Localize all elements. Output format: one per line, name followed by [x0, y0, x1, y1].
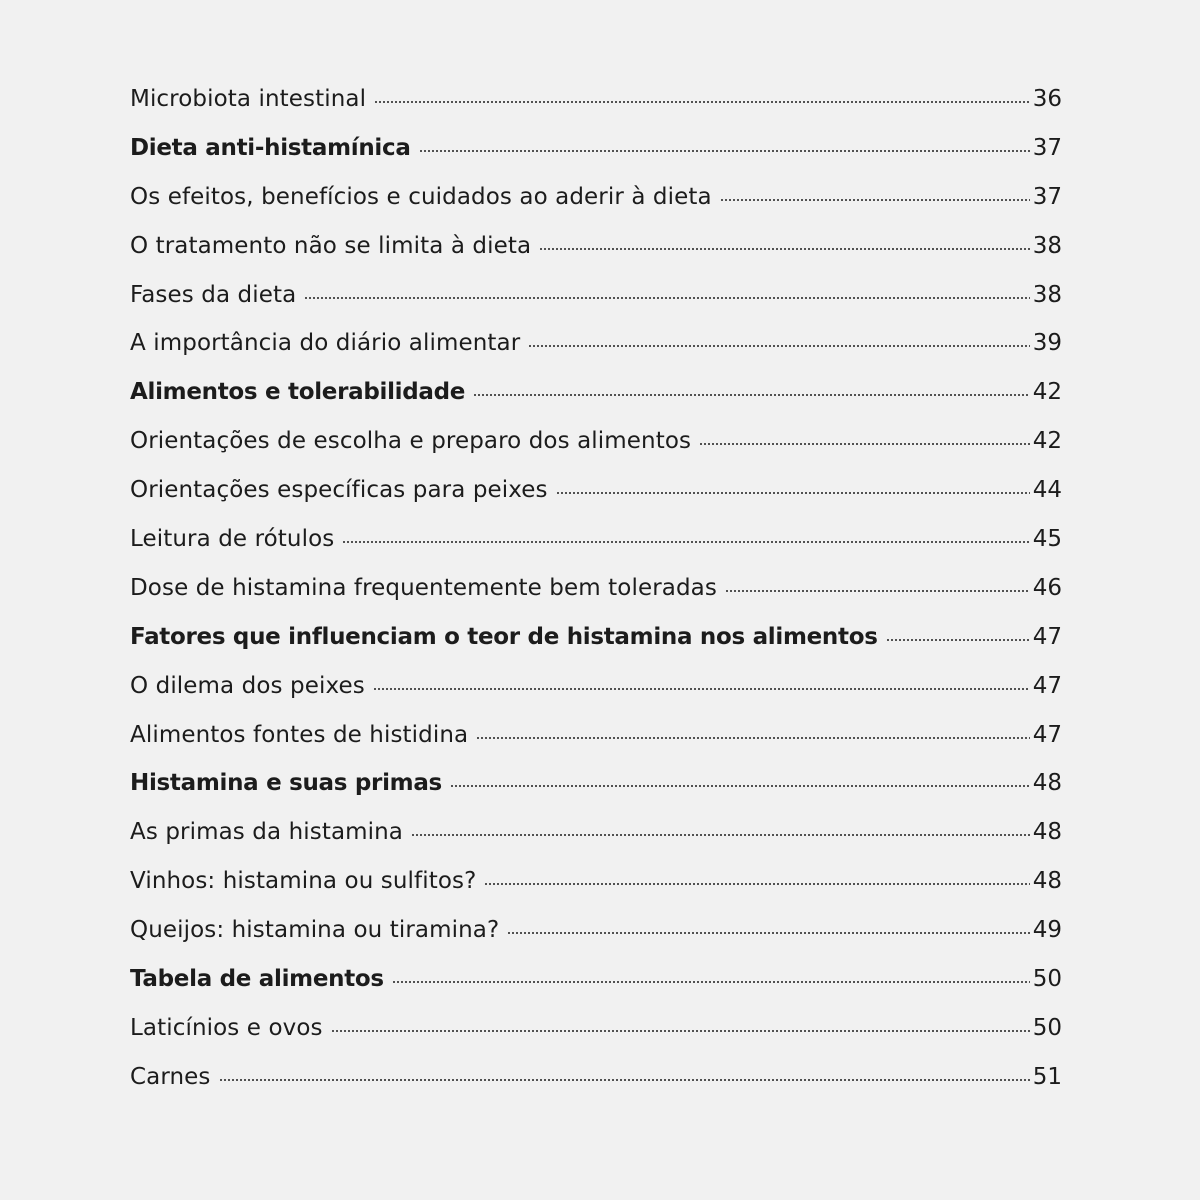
toc-entry-page: 39: [1032, 330, 1062, 357]
dot-leader: [556, 490, 1030, 496]
toc-entry-page: 38: [1032, 281, 1062, 308]
toc-entry-page: 45: [1032, 526, 1062, 553]
toc-entry: [130, 673, 1062, 722]
toc-entry-title: Histamina e suas primas: [130, 770, 442, 797]
dot-leader: [539, 246, 1030, 252]
dot-leader: [528, 343, 1030, 349]
toc-entry-page: 47: [1032, 721, 1062, 748]
toc-entry-page: 38: [1032, 232, 1062, 259]
toc-entry: [130, 526, 1062, 575]
toc-entry: [130, 477, 1062, 526]
toc-entry: [130, 575, 1062, 624]
toc-entry-page: 37: [1032, 134, 1062, 161]
toc-entry-page: 49: [1032, 917, 1062, 944]
dot-leader: [476, 735, 1030, 741]
toc-entry: [130, 868, 1062, 917]
toc-entry: [130, 428, 1062, 477]
toc-entry-page: 44: [1032, 477, 1062, 504]
toc-entry-title: Tabela de alimentos: [130, 966, 384, 993]
toc-entry: [130, 770, 1062, 819]
toc-entry-title: Queijos: histamina ou tiramina?: [130, 917, 500, 944]
toc-entry-page: 51: [1032, 1063, 1062, 1090]
toc-entry-page: 48: [1032, 819, 1062, 846]
toc-entry-page: 50: [1032, 1014, 1062, 1041]
dot-leader: [886, 637, 1030, 643]
dot-leader: [219, 1077, 1030, 1083]
dot-leader: [373, 686, 1030, 692]
toc-entry-title: Vinhos: histamina ou sulfitos?: [130, 868, 477, 895]
toc-entry-title: Dieta anti-histamínica: [130, 134, 411, 161]
toc-entry: [130, 966, 1062, 1015]
dot-leader: [725, 588, 1030, 594]
toc-entry: [130, 819, 1062, 868]
toc-entry-title: Carnes: [130, 1063, 211, 1090]
toc-entry: [130, 379, 1062, 428]
toc-entry-page: 48: [1032, 770, 1062, 797]
dot-leader: [450, 783, 1030, 789]
toc-entry-title: O tratamento não se limita à dieta: [130, 232, 532, 259]
toc-entry-page: 47: [1032, 623, 1062, 650]
toc-entry: [130, 233, 1062, 282]
toc-entry-title: Alimentos fontes de histidina: [130, 721, 469, 748]
toc-entry: [130, 1064, 1062, 1113]
toc-entry: [130, 624, 1062, 673]
toc-entry-title: Orientações específicas para peixes: [130, 477, 548, 504]
dot-leader: [507, 930, 1030, 936]
toc-entry: [130, 917, 1062, 966]
toc-entry: [130, 1015, 1062, 1064]
toc-entry-page: 37: [1032, 183, 1062, 210]
toc-entry-title: Dose de histamina frequentemente bem toleradas: [130, 574, 717, 601]
table-of-contents: [130, 86, 1062, 1113]
dot-leader: [331, 1028, 1030, 1034]
toc-entry-title: Leitura de rótulos: [130, 526, 335, 553]
toc-entry-page: 42: [1032, 379, 1062, 406]
toc-entry-title: O dilema dos peixes: [130, 672, 365, 699]
dot-leader: [419, 148, 1030, 154]
toc-entry-title: Alimentos e tolerabilidade: [130, 379, 466, 406]
toc-entry-title: A importância do diário alimentar: [130, 330, 521, 357]
dot-leader: [484, 881, 1030, 887]
dot-leader: [392, 979, 1030, 985]
toc-entry: [130, 184, 1062, 233]
toc-entry-page: 42: [1032, 428, 1062, 455]
dot-leader: [342, 539, 1030, 545]
toc-entry: [130, 282, 1062, 331]
toc-entry-page: 48: [1032, 868, 1062, 895]
toc-entry-title: As primas da histamina: [130, 819, 404, 846]
toc-entry-title: Orientações de escolha e preparo dos alimentos: [130, 428, 692, 455]
toc-entry-title: Os efeitos, benefícios e cuidados ao aderir à dieta: [130, 183, 712, 210]
dot-leader: [473, 392, 1030, 398]
toc-entry-title: Laticínios e ovos: [130, 1014, 323, 1041]
dot-leader: [699, 441, 1030, 447]
toc-entry-page: 50: [1032, 966, 1062, 993]
dot-leader: [304, 295, 1030, 301]
toc-entry-page: 47: [1032, 672, 1062, 699]
toc-entry-title: Fases da dieta: [130, 281, 297, 308]
toc-entry-title: Fatores que influenciam o teor de histamina nos alimentos: [130, 623, 878, 650]
toc-entry-page: 46: [1032, 574, 1062, 601]
toc-entry-title: Microbiota intestinal: [130, 86, 367, 112]
dot-leader: [720, 197, 1030, 203]
toc-entry: [130, 135, 1062, 184]
toc-entry: [130, 86, 1062, 135]
toc-entry: [130, 330, 1062, 379]
toc-entry: [130, 722, 1062, 771]
dot-leader: [374, 99, 1030, 105]
dot-leader: [411, 832, 1030, 838]
toc-entry-page: 36: [1032, 86, 1062, 112]
